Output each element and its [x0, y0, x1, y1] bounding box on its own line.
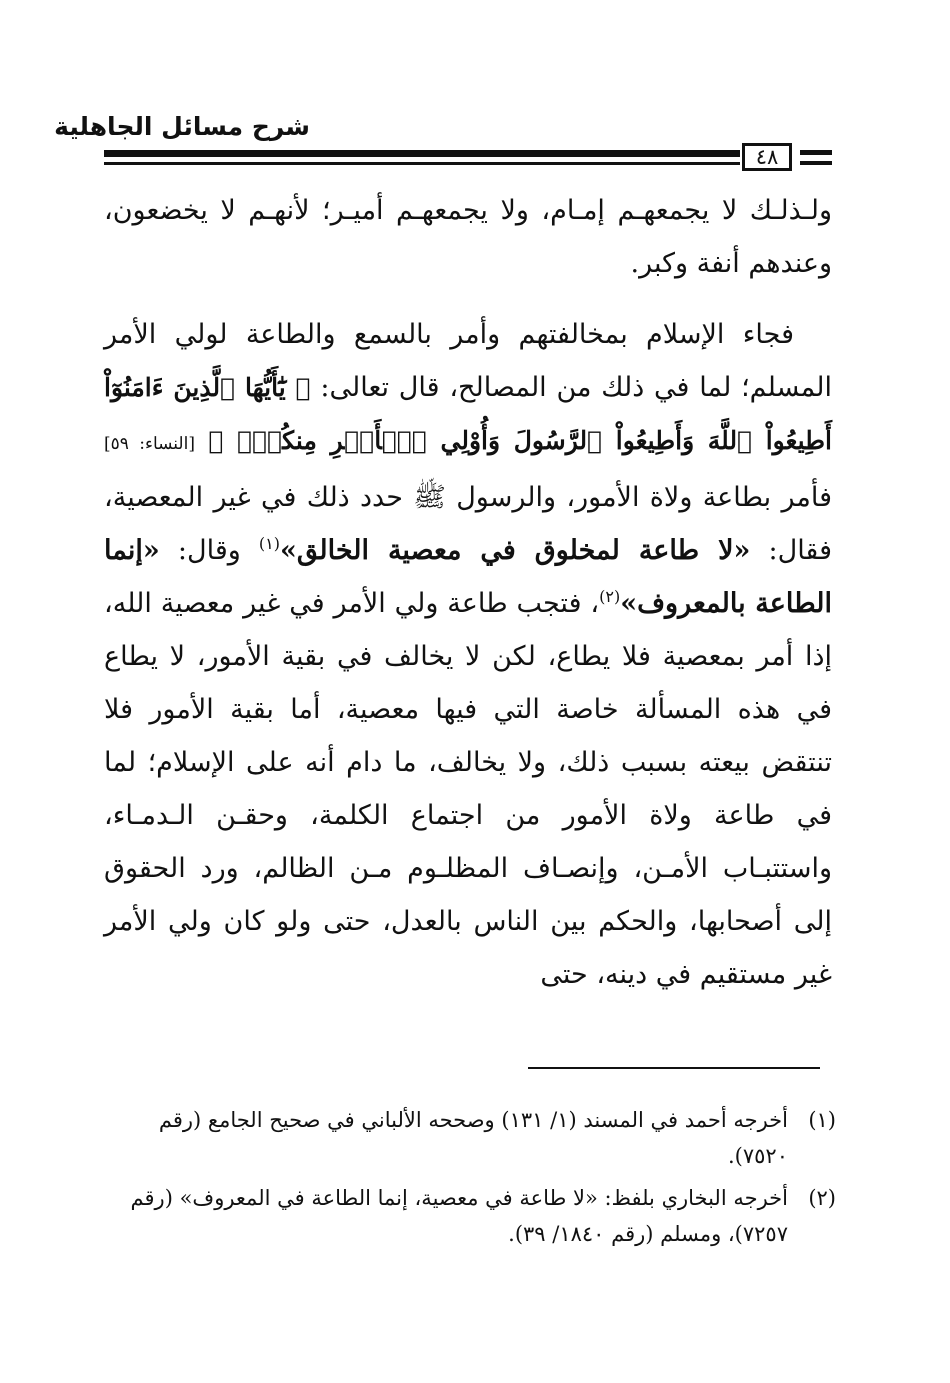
footnotes: [104, 1102, 836, 1252]
footnote-separator: [528, 1067, 820, 1069]
paragraph-2-part-b: وقال:: [177, 535, 241, 566]
paragraph-2-part-c: ، فتجب طاعة ولي الأمر في غير معصية الله، إذا أمر بمعصية فلا يطاع، لكن لا يخالف في بقية الأمور، لا يطاع في هذه المسألة خاصة التي فيها معصية، أما بقية الأمور فلا تنتقض بيعته بسبب ذلك، ولا يخالف، ما دام أنه على الإسلام؛ لما في طاعة ولاة الأمور من اجتماع الكلمة، وحقـن الـدمـاء، واستتبـاب الأمـن، وإنصـاف المظلـوم مـن الظالم، ورد الحقوق إلى أصحابها، والحكم بين الناس بالعدل، حتى ولو كان ولي الأمر غير مستقيم في دينه، حتى: [104, 588, 832, 990]
header-rule-right-top: [800, 150, 832, 155]
footnote-number: (١): [808, 1108, 836, 1132]
quran-verse: ﴿ يَٰٓأَيُّهَا ٱلَّذِينَ ءَامَنُوٓاْ أَطِيعُواْ ٱللَّهَ وَأَطِيعُواْ ٱلرَّسُولَ وَأُوْلِي ٱلۡأَمۡرِ مِنكُمۡۖ ﴾: [104, 373, 832, 455]
paragraph-2-intro: فجاء الإسلام بمخالفتهم وأمر بالسمع والطاعة لولي الأمر المسلم؛ لما في ذلك من المصالح، قال تعالى:: [104, 319, 833, 403]
paragraph-1: ولـذلـك لا يجمعهـم إمـام، ولا يجمعهـم أميـر؛ لأنهـم لا يخضعون، وعندهم أنفة وكبر.: [104, 195, 832, 279]
header-rule-thick: [104, 150, 740, 157]
footnote-item: [104, 1102, 836, 1174]
footnote-marker-2: (٢): [599, 587, 621, 606]
paragraph-2: [104, 308, 832, 1001]
footnote-marker-1: (١): [258, 534, 280, 553]
footnote-text: أخرجه أحمد في المسند (١/ ١٣١) وصححه الألباني في صحيح الجامع (رقم ٧٥٢٠).: [158, 1108, 788, 1168]
hadith-quote-1: «لا طاعة لمخلوق في معصية الخالق»: [280, 535, 751, 566]
page-number: ٤٨: [742, 143, 792, 171]
footnote-text: أخرجه البخاري بلفظ: «لا طاعة في معصية، إنما الطاعة في المعروف» (رقم ٧٢٥٧)، ومسلم (رقم ١٨٤٠/ ٣٩).: [130, 1186, 788, 1246]
main-text: [104, 184, 832, 1001]
hadith-quote-2: «إنما الطاعة بالمعروف»: [104, 535, 832, 619]
running-header-title: شرح مسائل الجاهلية: [54, 112, 310, 141]
surah-reference: [النساء: ٥٩]: [104, 434, 195, 454]
header-rule-thin: [104, 162, 740, 165]
paragraph-2-part-a: فأمر بطاعة ولاة الأمور، والرسول ﷺ حدد ذلك في غير المعصية، فقال:: [104, 482, 832, 566]
header-rule-right-bottom: [800, 161, 832, 165]
footnote-number: (٢): [808, 1186, 836, 1210]
footnote-item: [104, 1180, 836, 1252]
